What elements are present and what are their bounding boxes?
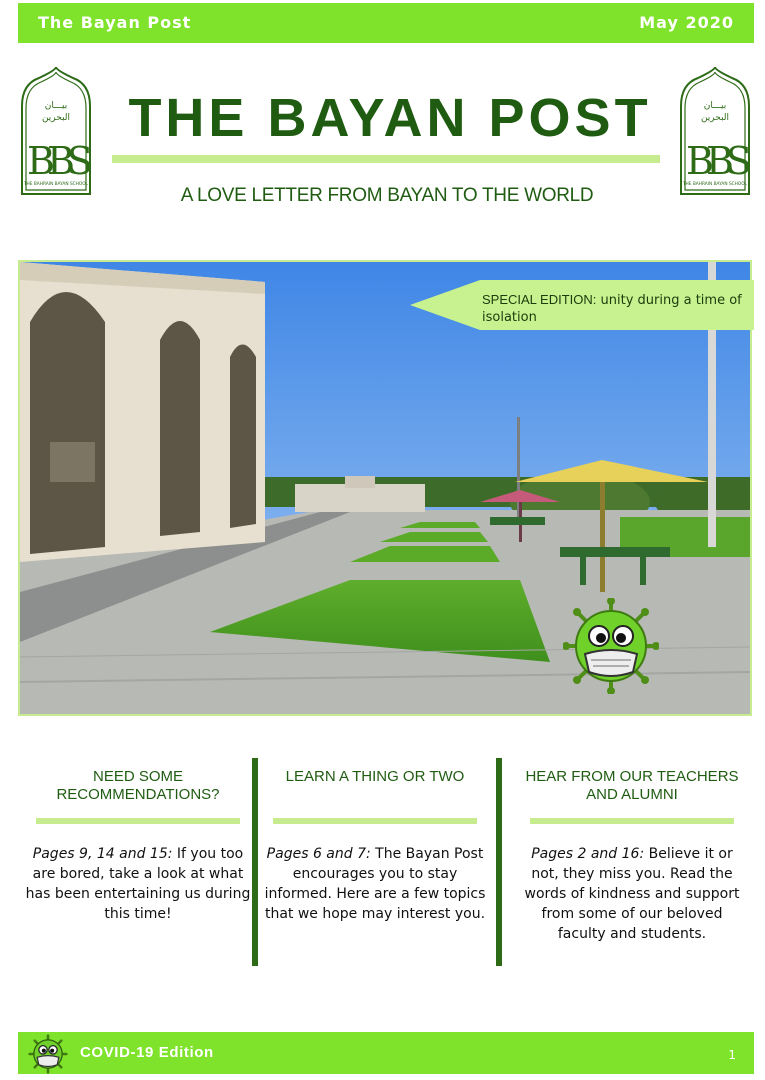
masthead-title: THE BAYAN POST [128,88,652,148]
column-body: Believe it or not, they miss you. Read the words of kindness and support from some of our beloved faculty and students. [524,846,740,942]
column-lead: Pages 2 and 16: [531,846,645,862]
virus-mask-icon [563,598,659,694]
virus-mask-icon [28,1034,68,1074]
column-recommendations [25,768,251,924]
callout-body: unity during a time of isolation [482,293,742,325]
column-text [519,844,745,944]
school-logo-right [678,66,752,196]
column-body: If you too are bored, take a look at what has been entertaining us during this time! [25,846,251,922]
column-text [25,844,251,924]
logo-caption: THE BAHRAIN BAYAN SCHOOL [682,182,748,187]
header-bar [18,3,754,43]
footer-bar [18,1032,754,1074]
logo-letters: BBS [686,139,744,183]
callout-text [482,291,752,326]
page-number: 1 [728,1048,736,1062]
column-lead: Pages 9, 14 and 15: [32,846,173,862]
column-divider [252,758,258,966]
school-logo-left [19,66,93,196]
logo-caption: THE BAHRAIN BAYAN SCHOOL [23,182,89,187]
masthead-tagline: A LOVE LETTER FROM BAYAN TO THE WORLD [180,185,594,206]
footer-edition-label: COVID-19 Edition [80,1044,214,1061]
column-rule [36,818,240,824]
column-rule [273,818,477,824]
column-text [262,844,488,924]
column-lead: Pages 6 and 7: [266,846,371,862]
logo-arabic-line2: البحرين [700,113,730,123]
logo-letters: BBS [27,139,85,183]
logo-arabic-line2: البحرين [41,113,71,123]
masthead-rule [112,155,660,163]
column-heading: NEED SOME RECOMMENDATIONS? [56,768,220,803]
logo-arabic-line1: بيـــان [703,101,727,111]
header-issue-date: May 2020 [639,13,734,32]
column-heading: LEARN A THING OR TWO [285,768,465,785]
column-heading: HEAR FROM OUR TEACHERS AND ALUMNI [525,768,739,803]
callout-label: SPECIAL EDITION: [482,292,597,307]
column-rule [530,818,734,824]
column-divider [496,758,502,966]
column-learn [262,768,488,924]
header-publication-name: The Bayan Post [38,13,192,32]
column-body: The Bayan Post encourages you to stay informed. Here are a few topics that we hope may interest you. [264,846,486,922]
column-teachers [519,768,745,944]
logo-arabic-line1: بيـــان [44,101,68,111]
special-edition-callout [410,280,754,330]
